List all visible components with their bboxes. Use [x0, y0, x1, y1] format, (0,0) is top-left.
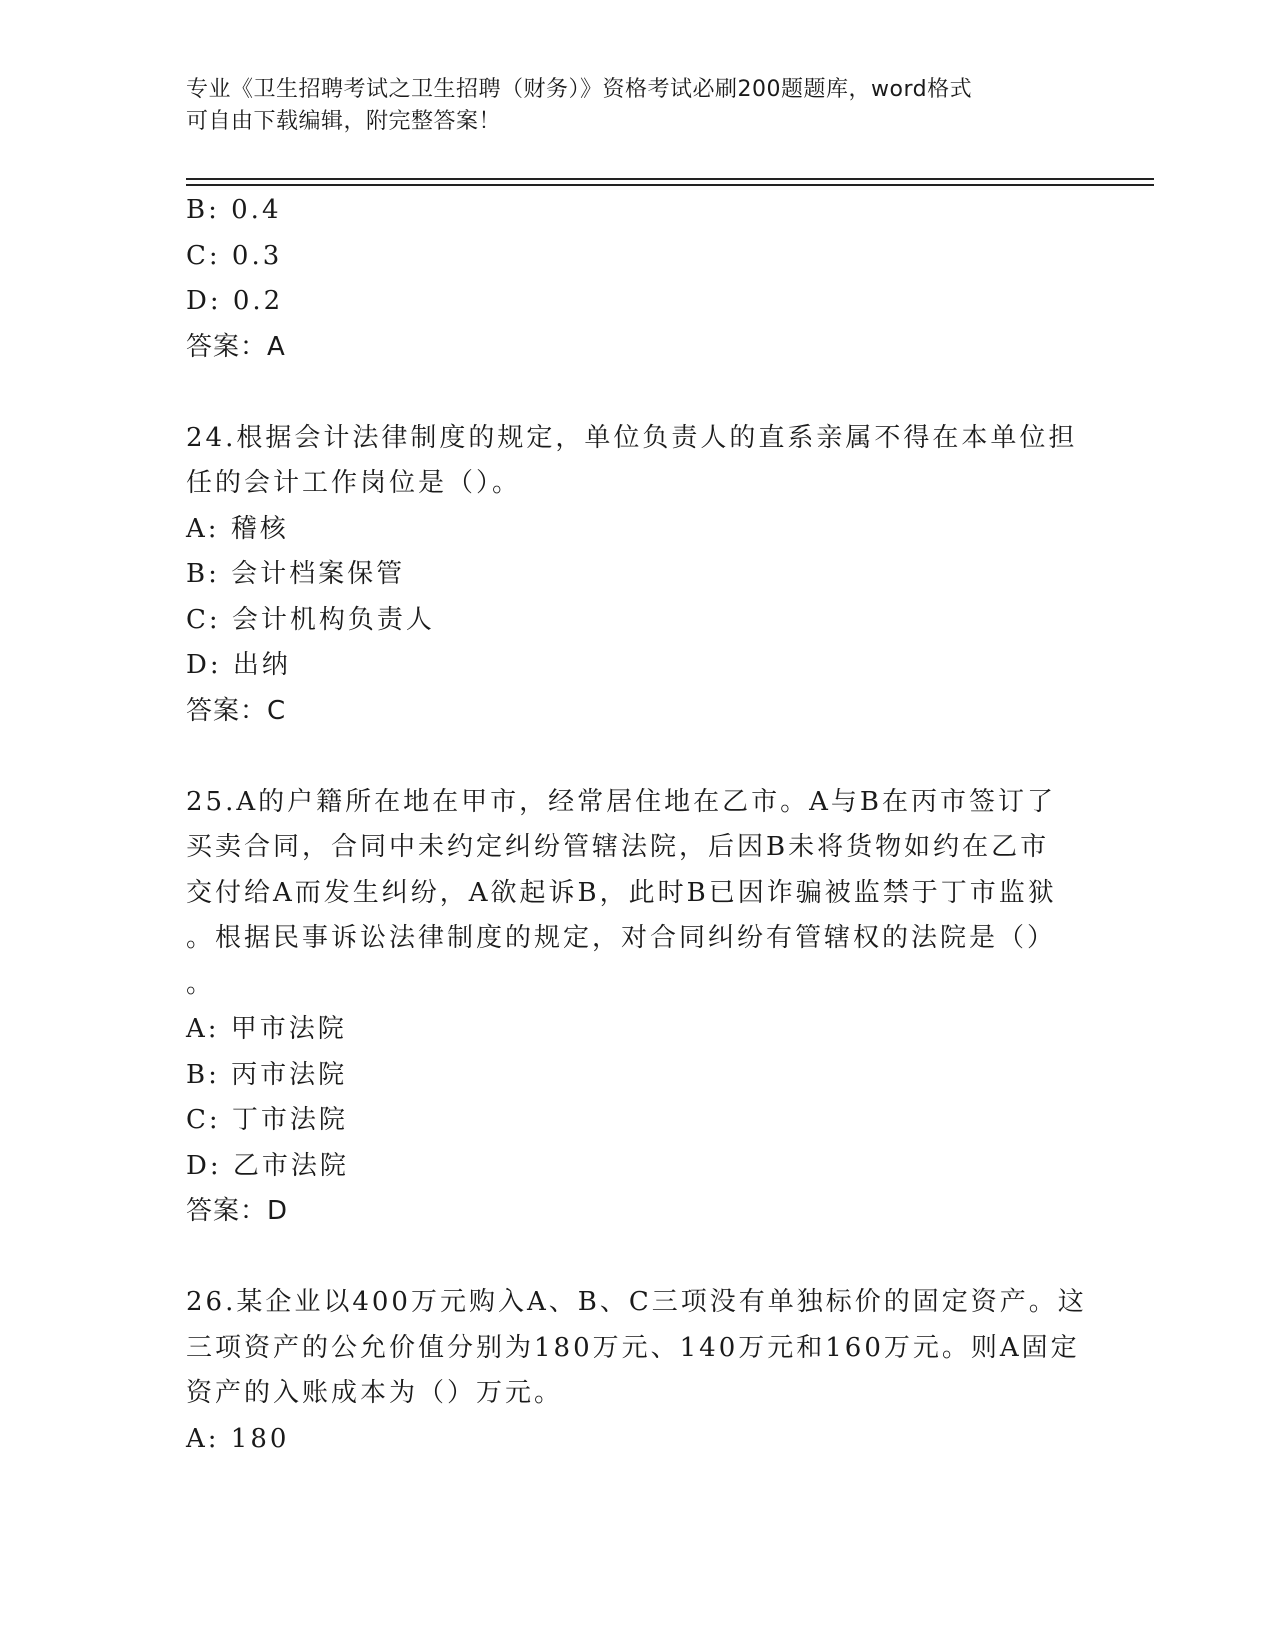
- answer-line: 答案：A: [186, 331, 286, 362]
- option-d: D: 0.2: [186, 286, 284, 316]
- header-divider-bottom: [186, 184, 1154, 186]
- header-divider-top: [186, 178, 1154, 180]
- option-b: B: 0.4: [186, 195, 282, 225]
- option-b: B: 丙市法院: [186, 1059, 348, 1090]
- question-stem-line: 任的会计工作岗位是（）。: [186, 468, 522, 498]
- question-stem-line: 24.根据会计法律制度的规定，单位负责人的直系亲属不得在本单位担: [186, 422, 1078, 453]
- header-line-2: 可自由下载编辑，附完整答案！: [186, 109, 502, 134]
- option-d: D: 出纳: [186, 650, 291, 680]
- question-stem-line: 资产的入账成本为（）万元。: [186, 1378, 564, 1408]
- option-c: C: 丁市法院: [186, 1105, 348, 1135]
- question-23: [186, 188, 1086, 370]
- question-stem-line: 。: [186, 968, 216, 999]
- header-line-1: 专业《卫生招聘考试之卫生招聘（财务）》资格考试必刷200题题库，word格式: [186, 77, 973, 102]
- option-d: D: 乙市法院: [186, 1150, 349, 1181]
- question-stem-line: 三项资产的公允价值分别为180万元、140万元和160万元。则A固定: [186, 1332, 1080, 1363]
- option-c: C: 0.3: [186, 240, 283, 271]
- question-26: [186, 1280, 1086, 1462]
- spacer: [186, 370, 1086, 416]
- answer-line: 答案：C: [186, 695, 287, 726]
- question-stem-line: 交付给A而发生纠纷，A欲起诉B，此时B已因诈骗被监禁于丁市监狱: [186, 877, 1057, 908]
- question-stem-line: 。根据民事诉讼法律制度的规定，对合同纠纷有管辖权的法院是（）: [186, 923, 1057, 953]
- spacer: [186, 1235, 1086, 1281]
- question-24: [186, 416, 1086, 735]
- question-25: [186, 780, 1086, 1235]
- option-c: C: 会计机构负责人: [186, 604, 435, 635]
- question-stem-line: 买卖合同，合同中未约定纠纷管辖法院，后因B未将货物如约在乙市: [186, 832, 1050, 862]
- option-a: A: 稽核: [186, 513, 289, 544]
- answer-line: 答案：D: [186, 1196, 289, 1226]
- document-header: [186, 74, 1066, 138]
- question-stem-line: 25.A的户籍所在地在甲市，经常居住地在乙市。A与B在丙市签订了: [186, 786, 1057, 817]
- question-list: [186, 188, 1086, 1462]
- question-stem-line: 26.某企业以400万元购入A、B、C三项没有单独标价的固定资产。这: [186, 1287, 1087, 1317]
- spacer: [186, 734, 1086, 780]
- option-a: A: 甲市法院: [186, 1014, 347, 1044]
- option-a: A: 180: [186, 1423, 290, 1454]
- option-b: B: 会计档案保管: [186, 559, 406, 589]
